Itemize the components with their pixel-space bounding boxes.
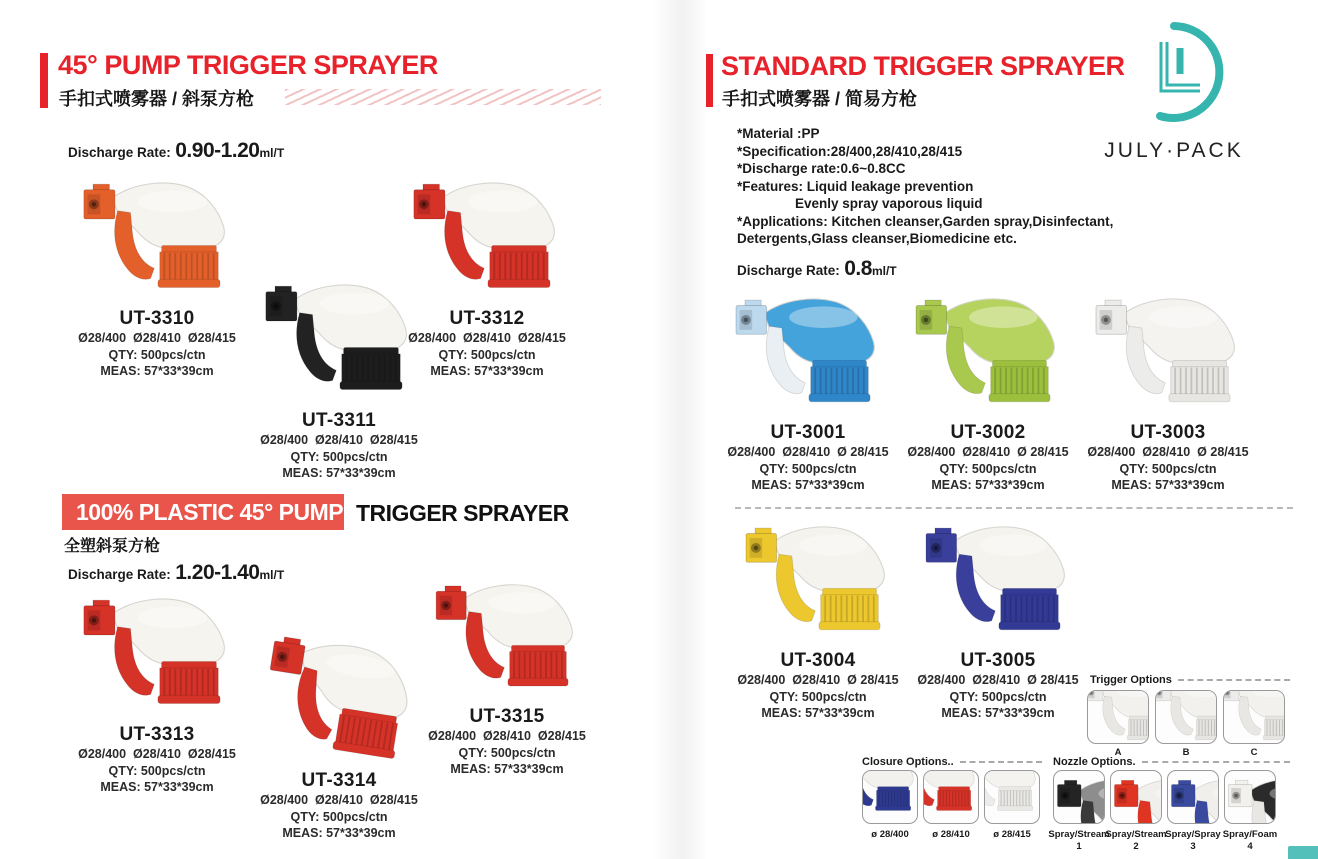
discharge-unit: ml/T — [259, 146, 285, 160]
product-card-ut3002 — [898, 292, 1078, 494]
product-model: UT-3004 — [780, 650, 856, 671]
trigger-option-c-image — [1223, 690, 1285, 744]
product-spec: Ø28/400 Ø28/410 Ø28/415 — [260, 433, 418, 447]
hatch-decoration — [285, 89, 601, 105]
section3-subtitle: 手扣式喷雾器 / 简易方枪 — [722, 89, 918, 109]
product-spec: Ø28/400 Ø28/410 Ø28/415 — [408, 331, 566, 345]
product-model: UT-3003 — [1130, 422, 1206, 443]
section3-title: STANDARD TRIGGER SPRAYER — [721, 51, 1125, 81]
spec-line-features2: Evenly spray vaporous liquid — [795, 196, 983, 211]
discharge-value: 0.90-1.20 — [175, 139, 260, 162]
product-meas: MEAS: 57*33*39cm — [751, 478, 865, 492]
product-qty: QTY: 500pcs/ctn — [939, 461, 1037, 476]
closure-option-3-image — [984, 770, 1040, 824]
spec-line-material: *Material :PP — [737, 126, 820, 141]
sprayer-image-ut3003 — [1088, 292, 1248, 418]
spec-line-applications: *Applications: Kitchen cleanser,Garden spray,Disinfectant, — [737, 213, 1114, 229]
product-spec: Ø28/400 Ø28/410 Ø 28/415 — [1087, 445, 1249, 459]
product-meas: MEAS: 57*33*39cm — [761, 706, 875, 720]
sprayer-image-ut3004 — [738, 520, 898, 646]
closure-options-label: Closure Options.. — [862, 756, 954, 768]
product-meas: MEAS: 57*33*39cm — [282, 826, 396, 840]
discharge-unit: ml/T — [871, 264, 897, 278]
row-divider-dashed — [735, 507, 1293, 509]
product-meas: MEAS: 57*33*39cm — [941, 706, 1055, 720]
material-specs-block — [737, 125, 1113, 248]
trigger-option-b-label: B — [1182, 747, 1190, 758]
product-meas: MEAS: 57*33*39cm — [282, 466, 396, 480]
sprayer-image-ut3312 — [403, 176, 571, 304]
closure-option-2-image — [923, 770, 979, 824]
product-qty: QTY: 500pcs/ctn — [458, 745, 556, 760]
discharge-rate-section2 — [68, 561, 284, 585]
discharge-value: 1.20-1.40 — [175, 561, 260, 584]
sprayer-image-ut3314 — [246, 626, 432, 779]
spec-line-features: *Features: Liquid leakage prevention — [737, 178, 974, 194]
nozzle-option-2-label: Spray/Stream 2 — [1105, 829, 1167, 852]
julypack-logo-text: JULY·PACK — [1104, 139, 1244, 162]
product-spec: Ø28/400 Ø28/410 Ø 28/415 — [737, 673, 899, 687]
sprayer-image-ut3005 — [918, 520, 1078, 646]
nozzle-options-label: Nozzle Options. — [1053, 756, 1136, 768]
spec-line-applications2: Detergents,Glass cleanser,Biomedicine etc. — [737, 231, 1017, 246]
nozzle-option-2-image — [1110, 770, 1162, 824]
product-spec: Ø28/400 Ø28/410 Ø28/415 — [78, 747, 236, 761]
product-meas: MEAS: 57*33*39cm — [1111, 478, 1225, 492]
nozzle-option-3-label: Spray/Spray 3 — [1165, 829, 1221, 852]
product-spec: Ø28/400 Ø28/410 Ø 28/415 — [727, 445, 889, 459]
product-card-ut3312 — [388, 176, 586, 380]
product-qty: QTY: 500pcs/ctn — [108, 347, 206, 362]
section2-subtitle: 全塑斜泵方枪 — [64, 538, 161, 555]
closure-option-1-image — [862, 770, 918, 824]
trigger-options-label: Trigger Options — [1090, 674, 1172, 686]
product-qty: QTY: 500pcs/ctn — [949, 689, 1047, 704]
closure-options-header — [862, 756, 1042, 768]
nozzle-option-4-image — [1224, 770, 1276, 824]
product-model: UT-3311 — [302, 410, 376, 431]
discharge-label: Discharge Rate: — [737, 263, 840, 278]
discharge-label: Discharge Rate: — [68, 567, 171, 582]
julypack-logo — [1100, 18, 1248, 163]
product-model: UT-3315 — [469, 706, 545, 727]
product-meas: MEAS: 57*33*39cm — [450, 762, 564, 776]
julypack-logo-icon — [1120, 18, 1228, 126]
product-model: UT-3005 — [960, 650, 1036, 671]
corner-accent — [1288, 846, 1318, 859]
spec-line-discharge: *Discharge rate:0.6~0.8CC — [737, 161, 906, 176]
product-card-ut3310 — [58, 176, 256, 380]
dashes-decoration — [960, 761, 1042, 763]
section3-red-bar — [706, 54, 713, 107]
discharge-unit: ml/T — [259, 568, 285, 582]
discharge-value: 0.8 — [844, 257, 872, 280]
product-meas: MEAS: 57*33*39cm — [100, 364, 214, 378]
discharge-rate-section3 — [737, 257, 897, 281]
dashes-decoration — [1142, 761, 1291, 763]
product-card-ut3005 — [908, 520, 1088, 722]
nozzle-options-header — [1053, 756, 1290, 768]
sprayer-image-ut3001 — [728, 292, 888, 418]
trigger-option-b-image — [1155, 690, 1217, 744]
nozzle-option-3-image — [1167, 770, 1219, 824]
discharge-rate-section1 — [68, 139, 284, 163]
sprayer-image-ut3315 — [426, 578, 588, 702]
trigger-option-c-label: C — [1250, 747, 1258, 758]
product-model: UT-3001 — [770, 422, 846, 443]
page-spine-divider — [652, 0, 708, 859]
product-meas: MEAS: 57*33*39cm — [100, 780, 214, 794]
closure-option-1-label: ø 28/400 — [871, 829, 909, 840]
product-spec: Ø28/400 Ø28/410 Ø28/415 — [260, 793, 418, 807]
product-meas: MEAS: 57*33*39cm — [430, 364, 544, 378]
product-qty: QTY: 500pcs/ctn — [108, 763, 206, 778]
product-qty: QTY: 500pcs/ctn — [290, 449, 388, 464]
product-card-ut3004 — [728, 520, 908, 722]
product-card-ut3315 — [408, 578, 606, 778]
closure-option-3-label: ø 28/415 — [993, 829, 1031, 840]
trigger-options-header — [1090, 674, 1290, 686]
sprayer-image-ut3313 — [73, 592, 241, 720]
product-spec: Ø28/400 Ø28/410 Ø 28/415 — [907, 445, 1069, 459]
product-model: UT-3002 — [950, 422, 1026, 443]
product-card-ut3313 — [58, 592, 256, 796]
section1-red-bar — [40, 53, 48, 108]
product-qty: QTY: 500pcs/ctn — [769, 689, 867, 704]
sprayer-image-ut3310 — [73, 176, 241, 304]
spec-line-specification: *Specification:28/400,28/410,28/415 — [737, 143, 963, 159]
nozzle-option-1-label: Spray/Stream 1 — [1048, 829, 1110, 852]
product-model: UT-3314 — [301, 770, 377, 791]
nozzle-option-4-label: Spray/Foam 4 — [1222, 829, 1278, 852]
product-qty: QTY: 500pcs/ctn — [1119, 461, 1217, 476]
section2-title-highlight: 100% PLASTIC 45° PUMP — [62, 494, 344, 530]
nozzle-option-1-image — [1053, 770, 1105, 824]
product-qty: QTY: 500pcs/ctn — [438, 347, 536, 362]
trigger-option-a-label: A — [1114, 747, 1122, 758]
product-card-ut3003 — [1078, 292, 1258, 494]
product-spec: Ø28/400 Ø28/410 Ø 28/415 — [917, 673, 1079, 687]
product-card-ut3001 — [718, 292, 898, 494]
product-spec: Ø28/400 Ø28/410 Ø28/415 — [428, 729, 586, 743]
product-qty: QTY: 500pcs/ctn — [290, 809, 388, 824]
section1-subtitle: 手扣式喷雾器 / 斜泵方枪 — [59, 89, 255, 109]
product-spec: Ø28/400 Ø28/410 Ø28/415 — [78, 331, 236, 345]
product-qty: QTY: 500pcs/ctn — [759, 461, 857, 476]
sprayer-image-ut3002 — [908, 292, 1068, 418]
dashes-decoration — [1178, 679, 1290, 681]
section2-title-rest: TRIGGER SPRAYER — [356, 500, 569, 526]
product-model: UT-3313 — [119, 724, 195, 745]
trigger-option-a-image — [1087, 690, 1149, 744]
product-model: UT-3310 — [119, 308, 195, 329]
discharge-label: Discharge Rate: — [68, 145, 171, 160]
product-model: UT-3312 — [449, 308, 525, 329]
closure-option-2-label: ø 28/410 — [932, 829, 970, 840]
section1-title: 45° PUMP TRIGGER SPRAYER — [58, 50, 438, 80]
product-meas: MEAS: 57*33*39cm — [931, 478, 1045, 492]
